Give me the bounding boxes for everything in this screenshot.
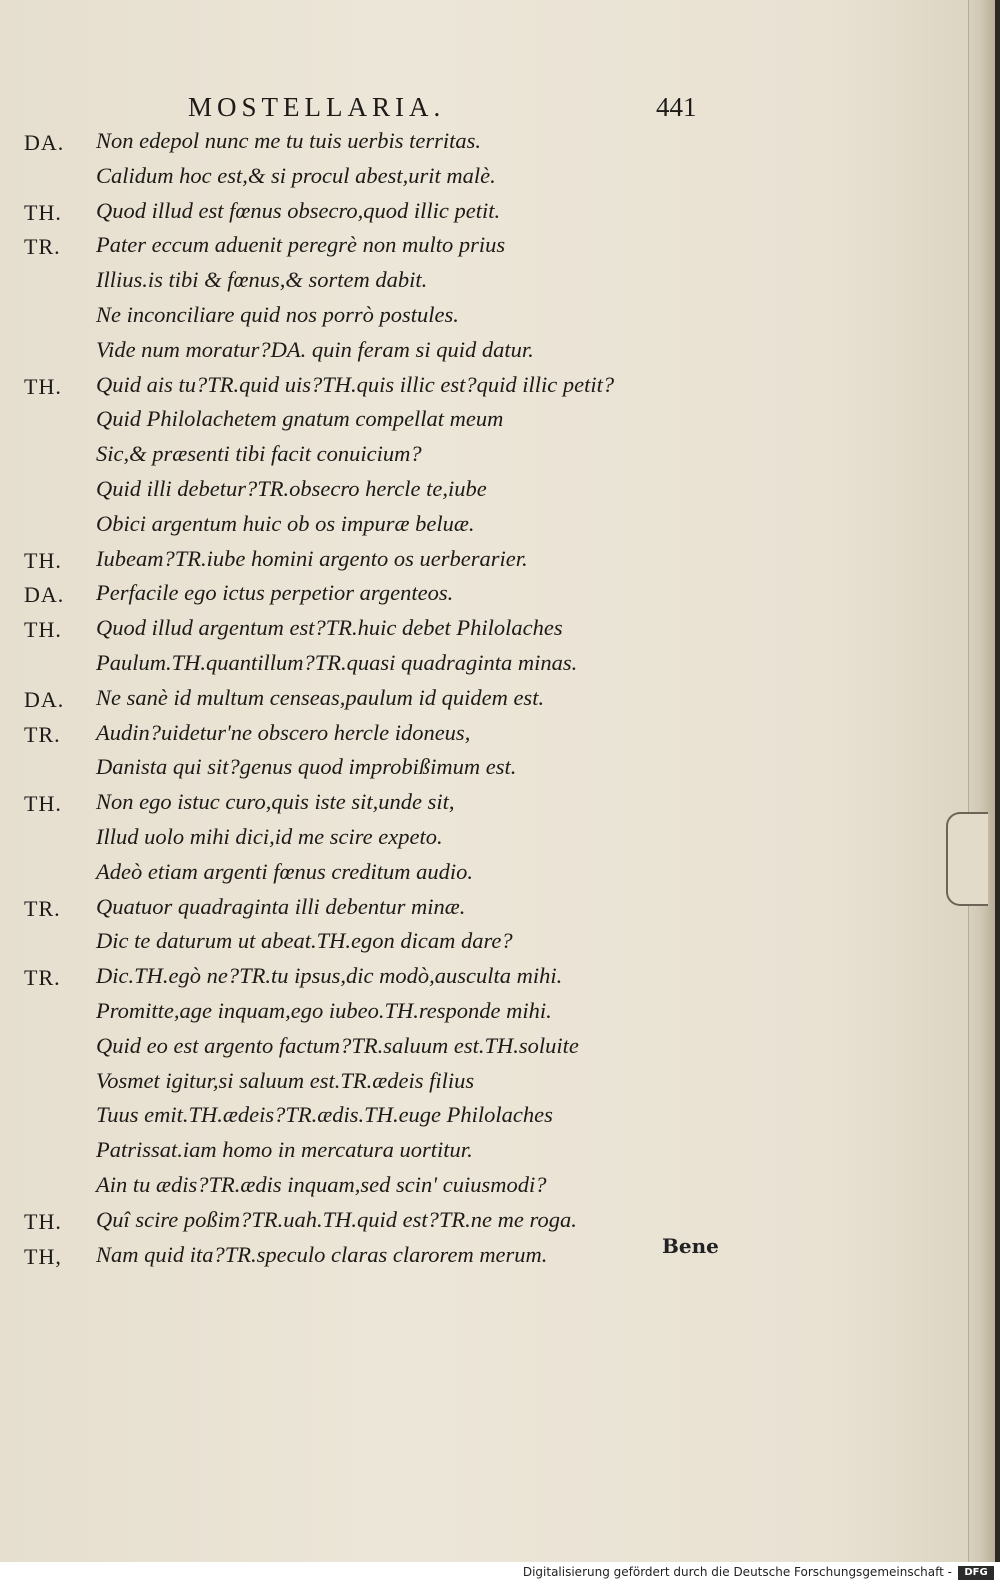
speaker-label: TR. xyxy=(24,234,61,260)
verse-text: Illius.is tibi & fœnus,& sortem dabit. xyxy=(96,267,428,293)
verse-text: Adeò etiam argenti fœnus creditum audio. xyxy=(96,858,474,884)
verse-line xyxy=(0,337,940,372)
speaker-label: TH. xyxy=(24,547,62,573)
verse-line xyxy=(0,1137,940,1172)
verse-text: Promitte,age inquam,ego iubeo.TH.responde mihi. xyxy=(96,997,552,1023)
speaker-label: DA. xyxy=(24,686,65,712)
verse-line xyxy=(0,267,940,302)
speaker-label: TH. xyxy=(24,199,62,225)
verse-text: Ain tu ædis?TR.ædis inquam,sed scin' cuiusmodi? xyxy=(96,1171,547,1197)
verse-text: Audin?uidetur'ne obscero hercle idoneus, xyxy=(96,719,471,745)
speaker-label: TR. xyxy=(24,965,61,991)
page-number: 441 xyxy=(656,92,697,122)
speaker-label: TH. xyxy=(24,617,62,643)
verse-line xyxy=(0,128,940,163)
verse-line xyxy=(0,1242,940,1277)
verse-text: Sic,& præsenti tibi facit conuicium? xyxy=(96,441,422,467)
verse-text: Non ego istuc curo,quis iste sit,unde sit, xyxy=(96,789,455,815)
speaker-label: DA. xyxy=(24,582,65,608)
verse-text: Vide num moratur?DA. quin feram si quid datur. xyxy=(96,336,534,362)
verse-text: Patrissat.iam homo in mercatura uortitur. xyxy=(96,1137,473,1163)
verse-text: Quid illi debetur?TR.obsecro hercle te,iube xyxy=(96,475,487,501)
verse-line xyxy=(0,859,940,894)
speaker-label: TH. xyxy=(24,791,62,817)
verse-text: Dic te daturum ut abeat.TH.egon dicam dare? xyxy=(96,928,513,954)
verse-line xyxy=(0,1172,940,1207)
footer-bar xyxy=(0,1562,1000,1585)
verse-text: Nam quid ita?TR.speculo claras clarorem merum. xyxy=(96,1241,548,1267)
verse-line xyxy=(0,476,940,511)
verse-text: Calidum hoc est,& si procul abest,urit malè. xyxy=(96,162,496,188)
verse-text: Dic.TH.egò ne?TR.tu ipsus,dic modò,ausculta mihi. xyxy=(96,963,563,989)
verse-text: Vosmet igitur,si saluum est.TR.ædeis filius xyxy=(96,1067,475,1093)
verse-text: Tuus emit.TH.ædeis?TR.ædis.TH.euge Philolaches xyxy=(96,1102,553,1128)
verse-text: Illud uolo mihi dici,id me scire expeto. xyxy=(96,823,443,849)
verse-text: Quid Philolachetem gnatum compellat meum xyxy=(96,406,504,432)
verse-text: Quid ais tu?TR.quid uis?TH.quis illic est?quid illic petit? xyxy=(96,371,615,397)
verse-text: Obici argentum huic ob os impuræ beluæ. xyxy=(96,510,475,536)
verse-text: Iubeam?TR.iube homini argento os uerberarier. xyxy=(96,545,528,571)
catchword: Bene xyxy=(662,1234,719,1258)
verse-text: Quid eo est argento factum?TR.saluum est.TH.soluite xyxy=(96,1032,579,1058)
verse-text: Quod illud est fœnus obsecro,quod illic petit. xyxy=(96,197,501,223)
verse-line xyxy=(0,1207,940,1242)
verse-text: Quî scire poßim?TR.uah.TH.quid est?TR.ne me roga. xyxy=(96,1206,577,1232)
verse-line xyxy=(0,406,940,441)
verse-line xyxy=(0,615,940,650)
speaker-label: TR. xyxy=(24,721,61,747)
running-head: MOSTELLARIA. xyxy=(188,92,446,122)
verse-line xyxy=(0,580,940,615)
page-header xyxy=(0,92,972,126)
speaker-label: TR. xyxy=(24,895,61,921)
speaker-label: TH. xyxy=(24,373,62,399)
footer-credit: Digitalisierung gefördert durch die Deutsche Forschungsgemeinschaft - xyxy=(522,1565,952,1579)
verse-line xyxy=(0,163,940,198)
verse-text: Pater eccum aduenit peregrè non multo prius xyxy=(96,232,506,258)
page-edge xyxy=(968,0,995,1562)
verse-line xyxy=(0,511,940,546)
verse-text: Non edepol nunc me tu tuis uerbis territas. xyxy=(96,128,481,153)
verse-line xyxy=(0,441,940,476)
verse-line xyxy=(0,720,940,755)
verse-text: Ne inconciliare quid nos porrò postules. xyxy=(96,301,459,327)
dfg-logo-icon: DFG xyxy=(958,1566,994,1580)
verse-line xyxy=(0,232,940,267)
dialogue-text xyxy=(0,128,940,1276)
verse-text: Paulum.TH.quantillum?TR.quasi quadraginta minas. xyxy=(96,649,578,675)
verse-line xyxy=(0,789,940,824)
verse-text: Quatuor quadraginta illi debentur minæ. xyxy=(96,893,466,919)
verse-line xyxy=(0,372,940,407)
verse-line xyxy=(0,198,940,233)
verse-line xyxy=(0,1102,940,1137)
verse-line xyxy=(0,963,940,998)
speaker-label: DA. xyxy=(24,130,65,155)
verse-line xyxy=(0,650,940,685)
verse-text: Perfacile ego ictus perpetior argenteos. xyxy=(96,580,454,606)
verse-line xyxy=(0,894,940,929)
verse-line xyxy=(0,1033,940,1068)
verse-line xyxy=(0,302,940,337)
speaker-label: TH, xyxy=(24,1243,62,1269)
verse-line xyxy=(0,685,940,720)
verse-line xyxy=(0,928,940,963)
verse-line xyxy=(0,754,940,789)
bookmark-tab xyxy=(946,812,988,906)
verse-text: Quod illud argentum est?TR.huic debet Philolaches xyxy=(96,615,563,641)
verse-line xyxy=(0,998,940,1033)
verse-line xyxy=(0,1068,940,1103)
speaker-label: TH. xyxy=(24,1208,62,1234)
verse-text: Ne sanè id multum censeas,paulum id quidem est. xyxy=(96,684,545,710)
verse-line xyxy=(0,546,940,581)
verse-text: Danista qui sit?genus quod improbißimum est. xyxy=(96,754,517,780)
verse-line xyxy=(0,824,940,859)
